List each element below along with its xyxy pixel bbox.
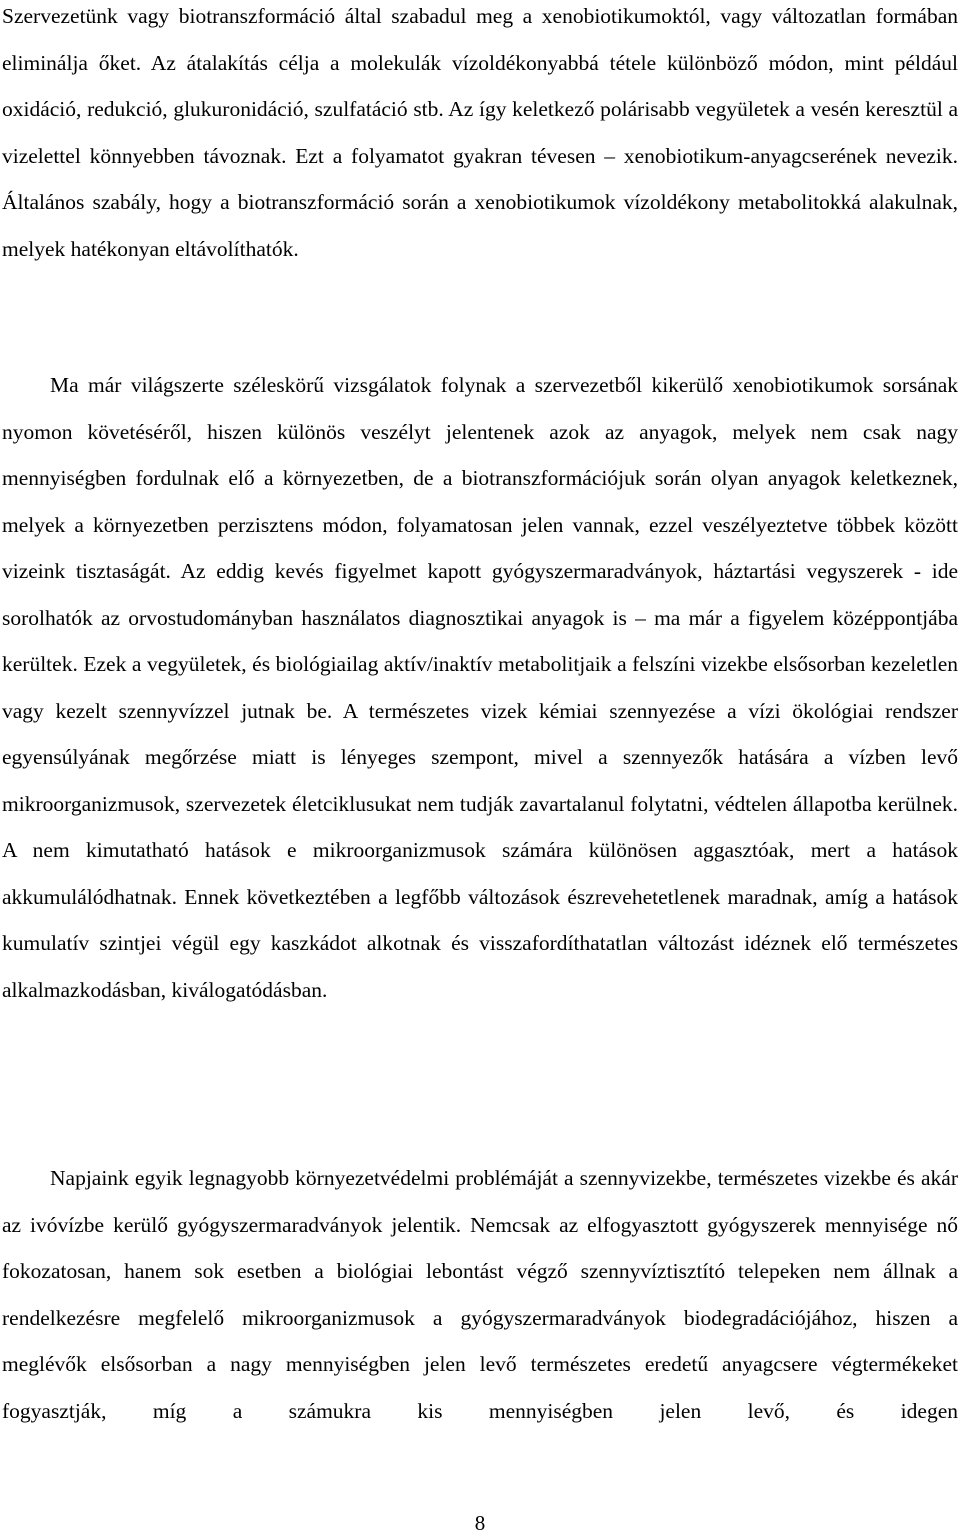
page-number: 8: [474, 1511, 486, 1535]
paragraph-xenobiotic-fate: Ma már világszerte széleskörű vizsgálatok folynak a szervezetből kikerülő xenobiotikumok sorsának nyomon követéséről, hiszen különös veszélyt jelentenek azok az anyagok, melyek nem csak nagy mennyiségben fordulnak elő a környezetben, de a biotranszformációjuk során olyan anyagok keletkeznek, melyek a környezetben perzisztens módon, folyamatosan jelen vannak, ezzel veszélyeztetve többek között vizeink tisztaságát. Az eddig kevés figyelmet kapott gyógyszermaradványok, háztartási vegyszerek - ide sorolhatók az orvostudományban használatos diagnosztikai anyagok is – ma már a figyelem középpontjába kerültek. Ezek a vegyületek, és biológiailag aktív/inaktív metabolitjaik a felszíni vizekbe elsősorban kezeletlen vagy kezelt szennyvízzel jutnak be. A természetes vizek kémiai szennyezése a vízi ökológiai rendszer egyensúlyának megőrzése miatt is lényeges szempont, mivel a szennyezők hatására a vízben levő mikroorganizmusok, szervezetek életciklusukat nem tudják zavartalanul folytatni, védtelen állapotba kerülnek. A nem kimutatható hatások e mikroorganizmusok számára különösen aggasztóak, mert a hatások akkumulálódhatnak. Ennek következtében a legfőbb változások észrevehetetlenek maradnak, amíg a hatások kumulatív szintjei végül egy kaszkádot alkotnak és visszafordíthatatlan változást idéznek elő természetes alkalmazkodásban, kiválogatódásban.: [2, 373, 958, 1002]
paragraph-biotransformation: Szervezetünk vagy biotranszformáció által szabadul meg a xenobiotikumoktól, vagy változatlan formában eliminálja őket. Az átalakítás célja a molekulák vízoldékonyabbá tétele különböző módon, mint például oxidáció, redukció, glukuronidáció, szulfatáció stb. Az így keletkező polárisabb vegyületek a vesén keresztül a vizelettel könnyebben távoznak. Ezt a folyamatot gyakran tévesen – xenobiotikum-anyagcserének nevezik. Általános szabály, hogy a biotranszformáció során a xenobiotikumok vízoldékony metabolitokká alakulnak, melyek hatékonyan eltávolíthatók.: [2, 4, 958, 261]
paragraph-pharmaceutical-residues: Napjaink egyik legnagyobb környezetvédelmi problémáját a szennyvizekbe, természetes vizekbe és akár az ivóvízbe kerülő gyógyszermaradványok jelentik. Nemcsak az elfogyasztott gyógyszerek mennyisége nő fokozatosan, hanem sok esetben a biológiai lebontást végző szennyvíztisztító telepeken nem állnak a rendelkezésre megfelelő mikroorganizmusok a gyógyszermaradványok biodegradációjához, hiszen a meglévők elsősorban a nagy mennyiségben jelen levő természetes eredetű anyagcsere végtermékeket fogyasztják, míg a számukra kis mennyiségben jelen levő, és idegen: [2, 1166, 958, 1423]
document-page: [2, 0, 958, 1535]
